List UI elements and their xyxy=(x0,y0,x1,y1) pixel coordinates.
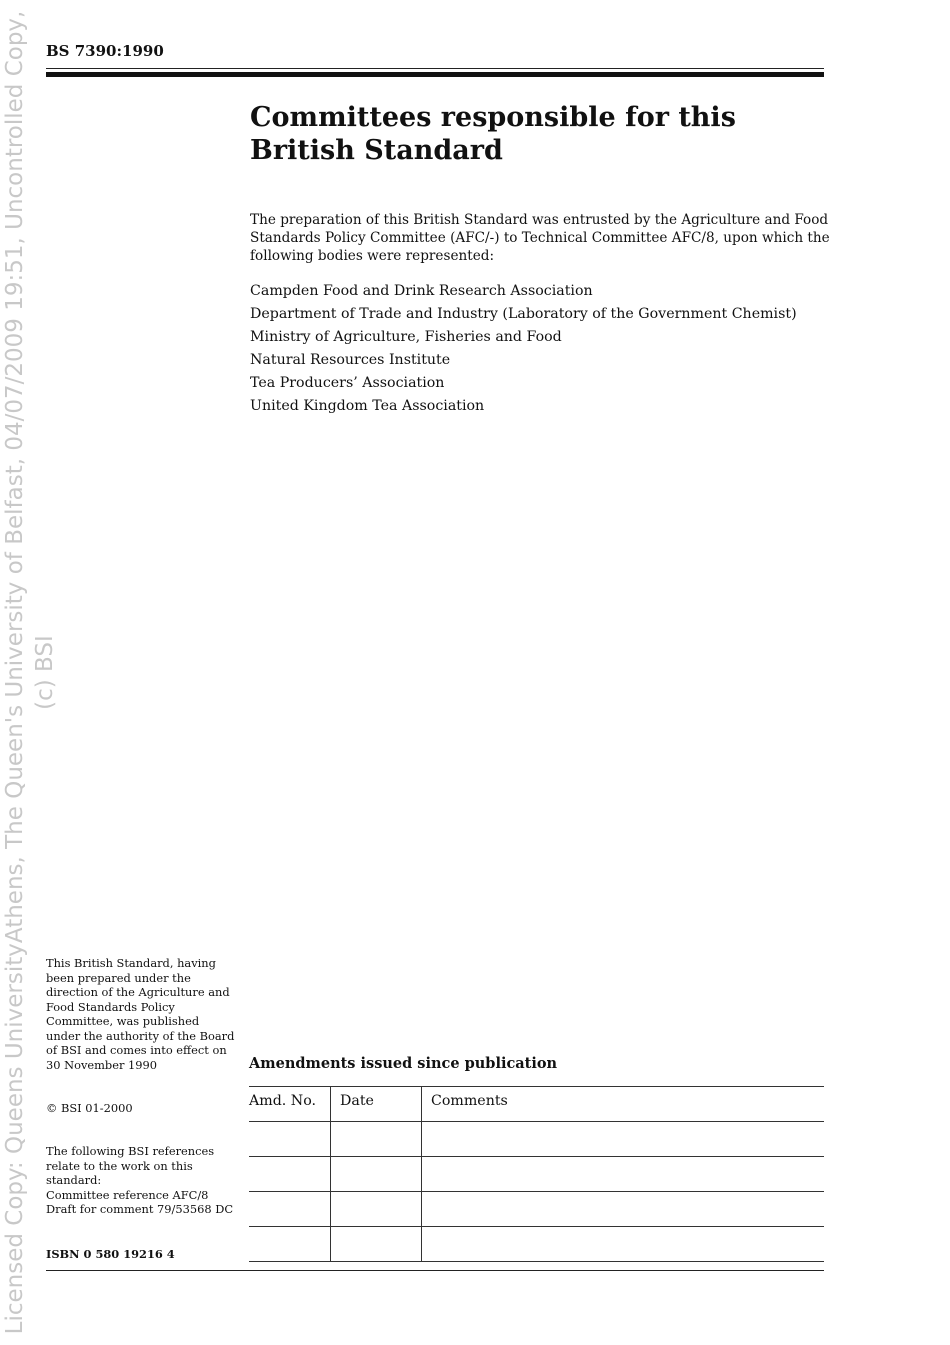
title-line-1: Committees responsible for this xyxy=(250,102,736,133)
table-cell xyxy=(249,1192,331,1227)
table-row xyxy=(249,1192,824,1227)
table-cell xyxy=(331,1227,422,1262)
publication-note: This British Standard, having been prepared under the direction of the Agriculture and Food Standards Policy Committee, was published under the authority of the Board of BSI and comes into effect on 30 November 1990 xyxy=(46,956,235,1072)
amendments-table xyxy=(249,1086,824,1262)
column-header-amd-no: Amd. No. xyxy=(249,1087,331,1122)
table-cell xyxy=(249,1227,331,1262)
table-cell xyxy=(331,1157,422,1192)
page-title xyxy=(250,101,810,167)
watermark-line-1: Licensed Copy: Queens UniversityAthens, The Queen's University of Belfast, 04/07/2009 19:51, Uncontrolled Copy, xyxy=(2,10,28,1335)
copyright-note: © BSI 01-2000 xyxy=(46,1101,133,1115)
table-cell xyxy=(331,1192,422,1227)
list-item: Department of Trade and Industry (Laboratory of the Government Chemist) xyxy=(250,306,797,322)
watermark-line-2: (c) BSI xyxy=(32,635,58,710)
table-header-row xyxy=(249,1087,824,1122)
table-row xyxy=(249,1122,824,1157)
document-id: BS 7390:1990 xyxy=(46,42,164,60)
table-cell xyxy=(331,1122,422,1157)
table-cell xyxy=(249,1157,331,1192)
table-cell xyxy=(422,1157,825,1192)
amendments-title: Amendments issued since publication xyxy=(249,1055,558,1072)
list-item: Ministry of Agriculture, Fisheries and Food xyxy=(250,329,562,345)
list-item: Natural Resources Institute xyxy=(250,352,451,368)
represented-bodies-list xyxy=(250,280,797,418)
references-intro: The following BSI references relate to the work on this standard: xyxy=(46,1144,215,1187)
header-thick-rule xyxy=(46,72,824,77)
table-cell xyxy=(422,1192,825,1227)
list-item: United Kingdom Tea Association xyxy=(250,398,485,414)
list-item: Campden Food and Drink Research Association xyxy=(250,283,593,299)
committee-reference: Committee reference AFC/8 xyxy=(46,1187,209,1202)
table-row xyxy=(249,1227,824,1262)
isbn: ISBN 0 580 19216 4 xyxy=(46,1247,175,1261)
column-header-date: Date xyxy=(331,1087,422,1122)
title-line-2: British Standard xyxy=(250,135,503,166)
header-thin-rule xyxy=(46,68,824,69)
table-cell xyxy=(422,1122,825,1157)
draft-reference: Draft for comment 79/53568 DC xyxy=(46,1202,234,1216)
table-cell xyxy=(249,1122,331,1157)
footer-rule xyxy=(46,1270,824,1271)
table-row xyxy=(249,1157,824,1192)
list-item: Tea Producers’ Association xyxy=(250,375,445,391)
table-cell xyxy=(422,1227,825,1262)
intro-paragraph: The preparation of this British Standard was entrusted by the Agriculture and Food Standards Policy Committee (AFC/-) to Technical Committee AFC/8, upon which the following bodies were represented: xyxy=(250,212,830,264)
bsi-references xyxy=(46,1144,236,1217)
column-header-comments: Comments xyxy=(422,1087,825,1122)
